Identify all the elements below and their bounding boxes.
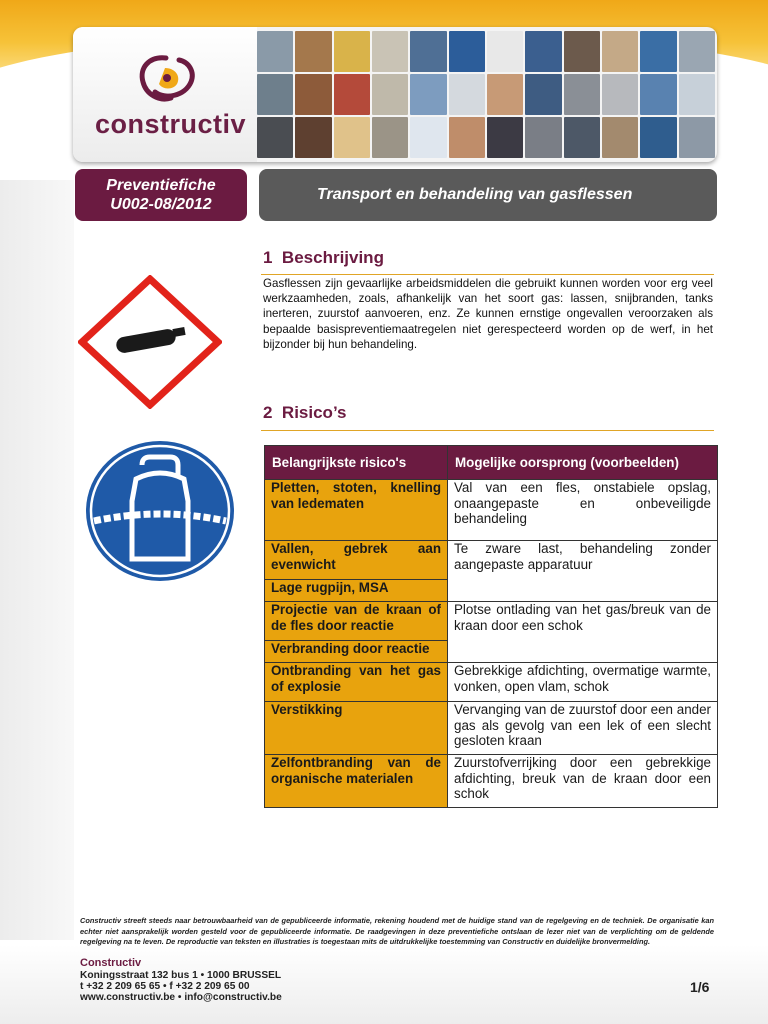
sheet-title: Transport en behandeling van gasflessen: [259, 169, 717, 221]
risk-cell: Pletten, stoten, knelling van ledematen: [265, 480, 448, 541]
origin-cell: Val van een fles, onstabiele opslag, onaangepaste en onbeveiligde behandeling: [448, 480, 718, 541]
risk-cell: Lage rugpijn, MSA: [265, 580, 448, 602]
risk-cell: Vallen, gebrek aan evenwicht: [265, 541, 448, 580]
section1-body: Gasflessen zijn gevaarlijke arbeidsmiddelen die gebruikt kunnen worden voor erg veel werkzaamheden, zoals, afhankelijk van het soort gas: lassen, snijbranden, tanks inerteren, zuurstof aanvoeren, enz. Ze kunnen ernstige ongevallen veroorzaken als bepaalde basispreventiemaatregelen niet gerespecteerd worden op de werf, in het bijzonder bij hun behandeling.: [263, 277, 713, 351]
table-row: [265, 602, 718, 641]
risk-cell: Projectie van de kraan of de fles door reactie: [265, 602, 448, 641]
table-row: [265, 541, 718, 580]
origin-cell: Zuurstofverrijking door een gebrekkige afdichting, breuk van de kraan door een schok: [448, 755, 718, 808]
footer-disclaimer: Constructiv streeft steeds naar betrouwbaarheid van de gepubliceerde informatie, rekening houdend met de huidige stand van de regelgeving en de techniek. De organisatie kan echter niet aansprakelijk worden gesteld voor de gepubliceerde informatie. De raadgevingen in deze preventiefiche ontslaan de lezer niet van de verplichting om de geldende regelgeving na te leven. De reproductie van teksten en illustraties is toegestaan mits de uitdrukkelijke toestemming van Constructiv en duidelijke bronvermelding.: [80, 916, 714, 946]
page-number: 1/6: [690, 979, 710, 995]
gas-cylinder-hazard-icon: [78, 275, 222, 409]
footer-org-name: Constructiv: [80, 957, 142, 969]
footer-phone: t +32 2 209 65 65 • f +32 2 209 65 00: [80, 981, 250, 992]
footer-address: Koningsstraat 132 bus 1 • 1000 BRUSSEL: [80, 970, 282, 981]
origin-cell: Gebrekkige afdichting, overmatige warmte, vonken, open vlam, schok: [448, 663, 718, 702]
risk-cell: Verstikking: [265, 702, 448, 755]
footer-web[interactable]: www.constructiv.be • info@constructiv.be: [80, 992, 282, 1003]
page-left-shade: [0, 180, 74, 940]
table-header-risks: Belangrijkste risico's: [265, 446, 448, 480]
sheet-type-label: Preventiefiche: [106, 177, 216, 194]
section2-divider: [261, 430, 714, 431]
table-header-origin: Mogelijke oorsprong (voorbeelden): [448, 446, 718, 480]
origin-cell: Vervanging van de zuurstof door een ander gas als gevolg van een lek of een slecht gesloten kraan: [448, 702, 718, 755]
risks-table: [264, 445, 718, 808]
table-row: [265, 755, 718, 808]
risk-cell: Verbranding door reactie: [265, 641, 448, 663]
sheet-code-badge: [75, 169, 247, 221]
section2-heading: 2 Risico’s: [263, 403, 347, 422]
header-banner: [73, 27, 717, 162]
section1-divider: [261, 274, 714, 275]
risk-cell: Zelfontbranding van de organische materialen: [265, 755, 448, 808]
origin-cell: Te zware last, behandeling zonder aangepaste apparatuur: [448, 541, 718, 602]
table-row: [265, 702, 718, 755]
header-photo-collage: [257, 31, 715, 158]
logo-wordmark: constructiv: [95, 109, 247, 139]
risk-cell: Ontbranding van het gas of explosie: [265, 663, 448, 702]
section1-heading: 1 Beschrijving: [263, 248, 384, 267]
logo-area: [73, 27, 257, 162]
origin-cell: Plotse ontlading van het gas/breuk van de kraan door een schok: [448, 602, 718, 663]
table-row: [265, 480, 718, 541]
secure-cylinder-chain-icon: [84, 439, 237, 584]
constructiv-logo-icon: [135, 52, 197, 106]
table-header-row: [265, 446, 718, 480]
table-row: [265, 663, 718, 702]
sheet-code: U002-08/2012: [110, 196, 212, 213]
